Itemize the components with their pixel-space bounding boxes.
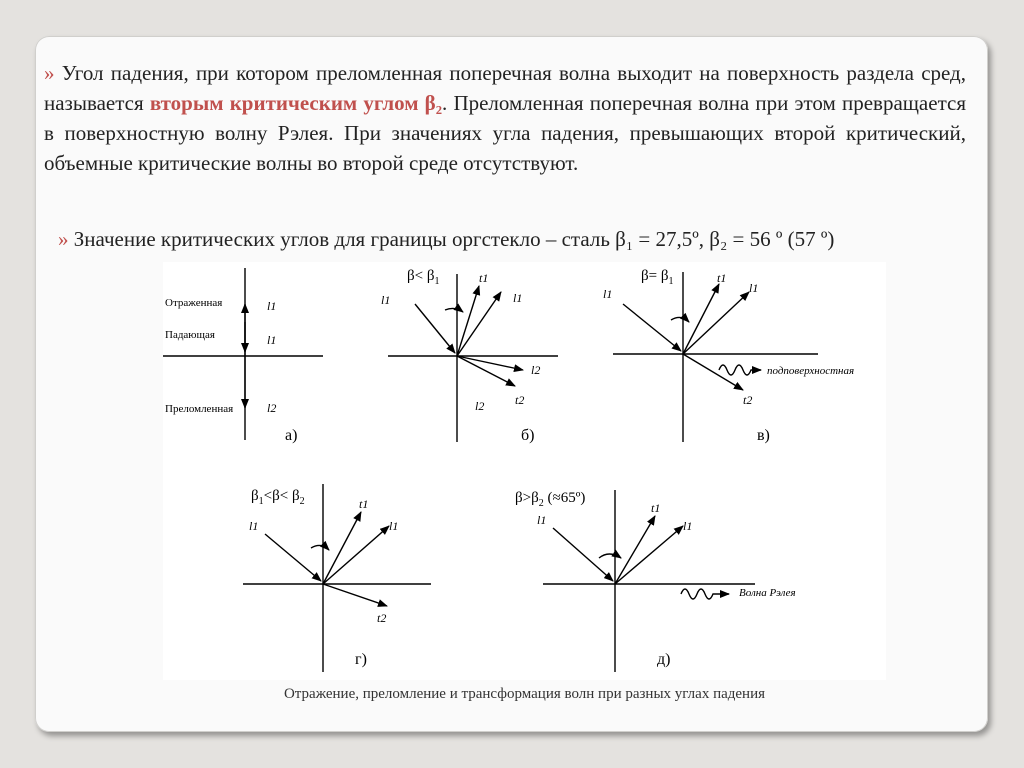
- panel-b: [388, 274, 558, 442]
- angle-label-c: $\beta= \beta_1$: [641, 268, 674, 287]
- reflected-l1-arrow: [683, 292, 749, 354]
- label-t2: t2: [515, 393, 525, 407]
- label-reflected: Отраженная: [165, 297, 223, 309]
- angle-label-e: $\beta>\beta_2$ (≈65º): [515, 490, 586, 509]
- paragraph1-highlight: вторым критическим углом β₂: [149, 91, 443, 115]
- angle-arc: [445, 308, 463, 312]
- panel-e: [543, 490, 755, 672]
- label-l1-out: l1: [749, 281, 759, 295]
- label-t1: t1: [479, 271, 489, 285]
- bullet-marker: »: [58, 227, 69, 251]
- label-l1-in: l1: [381, 293, 391, 307]
- panel-label-b: б): [521, 427, 535, 444]
- figure-caption: Отражение, преломление и трансформация волн при разных углах падения: [283, 686, 766, 702]
- incident-l1-arrow: [415, 304, 455, 353]
- subsurface-wave: [719, 365, 761, 375]
- paragraph1-text-after: . Преломленная поперечная волна при этом превращается в поверхностную волну Рэлея. При значениях угла падения, превышающих второй критический, объемные критические волны во второй среде отсутствуют.: [44, 91, 966, 175]
- wave-diagram-svg: [163, 262, 886, 680]
- label-t2: t2: [377, 611, 387, 625]
- incident-l1-arrow: [623, 304, 681, 351]
- reflected-l1-arrow: [323, 526, 389, 584]
- paragraph1-text-before: Угол падения, при котором преломленная поперечная волна выходит на поверхность раздела сред, называется: [44, 61, 966, 115]
- label-t1: t1: [717, 271, 727, 285]
- refracted-t2-arrow: [323, 584, 387, 606]
- label-l2: l2: [531, 363, 541, 377]
- label-rayleigh: Волна Рэлея: [739, 587, 796, 599]
- label-l1-mid: l1: [267, 333, 277, 347]
- paragraph2-text: Значение критических углов для границы оргстекло – сталь β₁ = 27,5º, β₂ = 56 º (57 º): [68, 227, 835, 251]
- paragraph-second-critical-angle: [44, 58, 966, 178]
- label-t1: t1: [651, 501, 661, 515]
- label-l2: l2: [267, 401, 277, 415]
- label-l2-lower: l2: [475, 399, 485, 413]
- angle-arc: [311, 545, 329, 550]
- refracted-t2-arrow: [457, 356, 515, 386]
- wave-diagram-figure: [163, 262, 886, 680]
- angle-arc: [599, 554, 621, 558]
- reflected-l1-arrow: [615, 526, 683, 584]
- label-l1-in: l1: [249, 519, 259, 533]
- panel-label-c: в): [757, 427, 770, 444]
- bullet-marker: »: [44, 61, 55, 85]
- label-l1-out: l1: [513, 291, 523, 305]
- reflected-t1-arrow: [683, 284, 719, 354]
- panel-label-e: д): [657, 651, 671, 668]
- paragraph-critical-values: [44, 224, 966, 254]
- label-refracted: Преломленная: [165, 403, 234, 415]
- label-t1: t1: [359, 497, 369, 511]
- label-l1-in: l1: [603, 287, 613, 301]
- label-l1-in: l1: [537, 513, 547, 527]
- reflected-t1-arrow: [615, 516, 655, 584]
- label-l1-out: l1: [683, 519, 693, 533]
- panel-c: [613, 272, 818, 442]
- panel-label-a: а): [285, 427, 298, 444]
- angle-arc: [671, 317, 689, 322]
- rayleigh-wave: [681, 589, 729, 599]
- incident-l1-arrow: [265, 534, 321, 581]
- reflected-l1-arrow: [457, 292, 501, 356]
- label-t2: t2: [743, 393, 753, 407]
- angle-label-d: $\beta_1<\beta< \beta_2$: [251, 488, 305, 507]
- reflected-t1-arrow: [457, 286, 479, 356]
- reflected-t1-arrow: [323, 512, 361, 584]
- label-l1-top: l1: [267, 299, 277, 313]
- label-incident: Падающая: [165, 329, 215, 341]
- panel-d: [243, 484, 431, 672]
- label-subsurface: подповерхностная: [767, 365, 855, 377]
- panel-label-d: г): [355, 651, 367, 668]
- refracted-l2-arrow: [457, 356, 523, 370]
- label-l1-out: l1: [389, 519, 399, 533]
- angle-label-b: $\beta< \beta_1$: [407, 268, 440, 287]
